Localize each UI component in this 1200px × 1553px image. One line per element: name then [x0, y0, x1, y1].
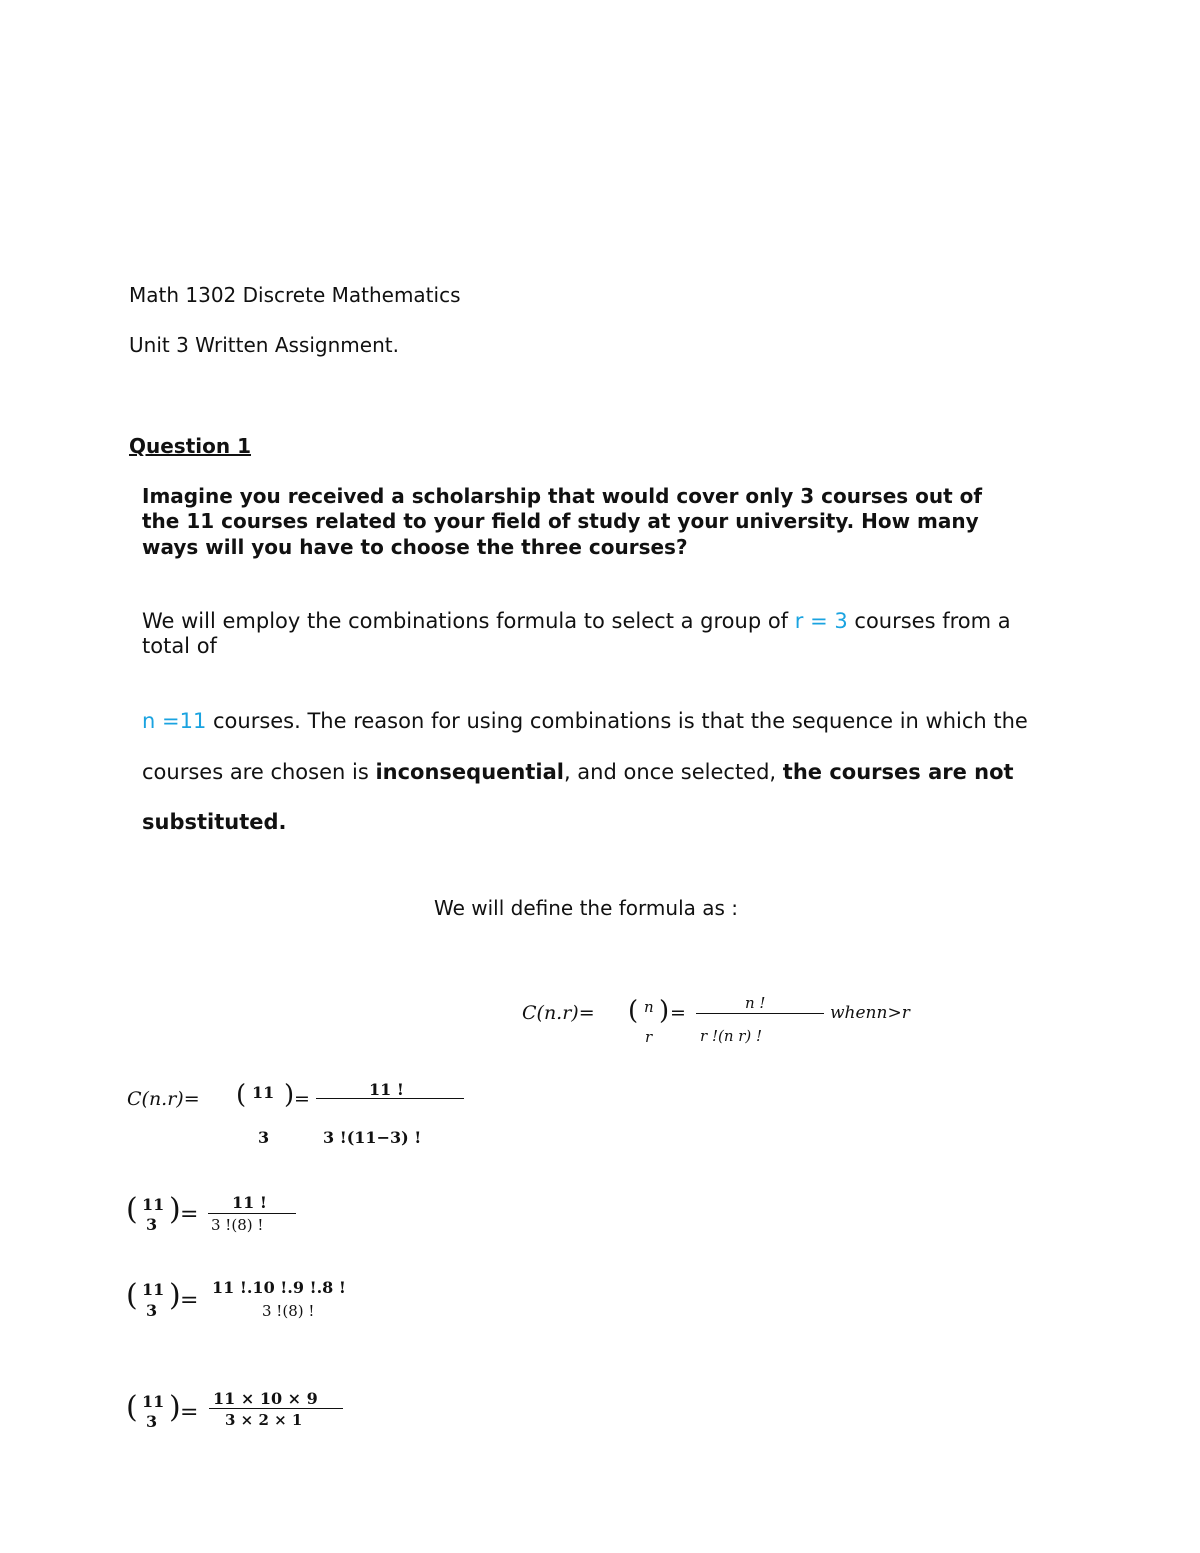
question-heading: Question 1 [129, 434, 251, 458]
fraction-denominator: 3 !(11−3) ! [323, 1128, 422, 1147]
binom-bottom: r [645, 1028, 653, 1046]
binom-top: 11 [142, 1195, 165, 1214]
fraction-numerator: 11 × 10 × 9 [213, 1389, 318, 1408]
explanation-line2: total of [142, 634, 217, 658]
binom-top: 11 [142, 1392, 165, 1411]
binom-bottom: 3 [146, 1301, 158, 1320]
fraction-bar [316, 1098, 464, 1099]
r-value-highlight: r = 3 [794, 609, 848, 633]
fraction-numerator: n ! [745, 994, 766, 1012]
question-prompt-line3: ways will you have to choose the three courses? [142, 535, 688, 559]
explanation-text: , and once selected, [563, 760, 783, 784]
explanation-line4 [142, 760, 1014, 785]
binom-right-paren: ) [169, 1278, 181, 1313]
equals-sign: = [180, 1400, 199, 1425]
binom-left-paren: ( [126, 1278, 138, 1313]
fraction-numerator: 11 ! [369, 1080, 404, 1099]
course-title: Math 1302 Discrete Mathematics [129, 283, 461, 307]
binom-bottom: 3 [258, 1128, 270, 1147]
assignment-title: Unit 3 Written Assignment. [129, 333, 399, 357]
general-lhs: C(n.r)= [522, 1002, 595, 1024]
explanation-text: We will employ the combinations formula to select a group of [142, 609, 795, 633]
fraction-denominator: 3 × 2 × 1 [225, 1411, 303, 1429]
binom-top: 11 [142, 1280, 165, 1299]
binom-left-paren: ( [236, 1080, 247, 1110]
formula-intro: We will define the formula as : [434, 896, 739, 920]
fraction-numerator: 11 ! [232, 1193, 267, 1212]
binom-bottom: 3 [146, 1215, 158, 1234]
binom-left-paren: ( [628, 996, 639, 1026]
binom-top: n [644, 998, 654, 1016]
binom-right-paren: ) [659, 996, 670, 1026]
binom-right-paren: ) [284, 1080, 295, 1110]
fraction-denominator: r !(n r) ! [700, 1027, 763, 1045]
fraction-numerator: 11 !.10 !.9 !.8 ! [212, 1278, 346, 1297]
question-prompt-line1: Imagine you received a scholarship that would cover only 3 courses out of [142, 484, 983, 508]
formula-condition: whenn>r [830, 1003, 910, 1023]
explanation-line5: substituted. [142, 810, 287, 834]
n-value-highlight: n =11 [142, 709, 207, 733]
binom-right-paren: ) [169, 1192, 181, 1227]
fraction-bar [209, 1408, 343, 1409]
emphasis-inconsequential: inconsequential [375, 760, 564, 784]
equals-sign: = [670, 1002, 686, 1024]
question-prompt-line2: the 11 courses related to your field of study at your university. How many [142, 509, 979, 533]
binom-left-paren: ( [126, 1192, 138, 1227]
binom-right-paren: ) [169, 1390, 181, 1425]
fraction-bar [696, 1013, 824, 1014]
equals-sign: = [294, 1088, 310, 1110]
equals-sign: = [180, 1202, 199, 1227]
fraction-bar [208, 1213, 296, 1214]
explanation-line3 [142, 709, 1028, 734]
explanation-text: courses are chosen is [142, 760, 376, 784]
fraction-denominator: 3 !(8) ! [211, 1216, 264, 1234]
binom-bottom: 3 [146, 1412, 158, 1431]
step1-lhs: C(n.r)= [127, 1088, 200, 1110]
explanation-line1 [142, 609, 1011, 634]
binom-left-paren: ( [126, 1390, 138, 1425]
fraction-denominator: 3 !(8) ! [262, 1302, 315, 1320]
emphasis-not-substituted: the courses are not [782, 760, 1014, 784]
equals-sign: = [180, 1288, 199, 1313]
explanation-text: courses. The reason for using combinations is that the sequence in which the [206, 709, 1028, 733]
binom-top: 11 [252, 1083, 275, 1102]
explanation-text: courses from a [847, 609, 1011, 633]
